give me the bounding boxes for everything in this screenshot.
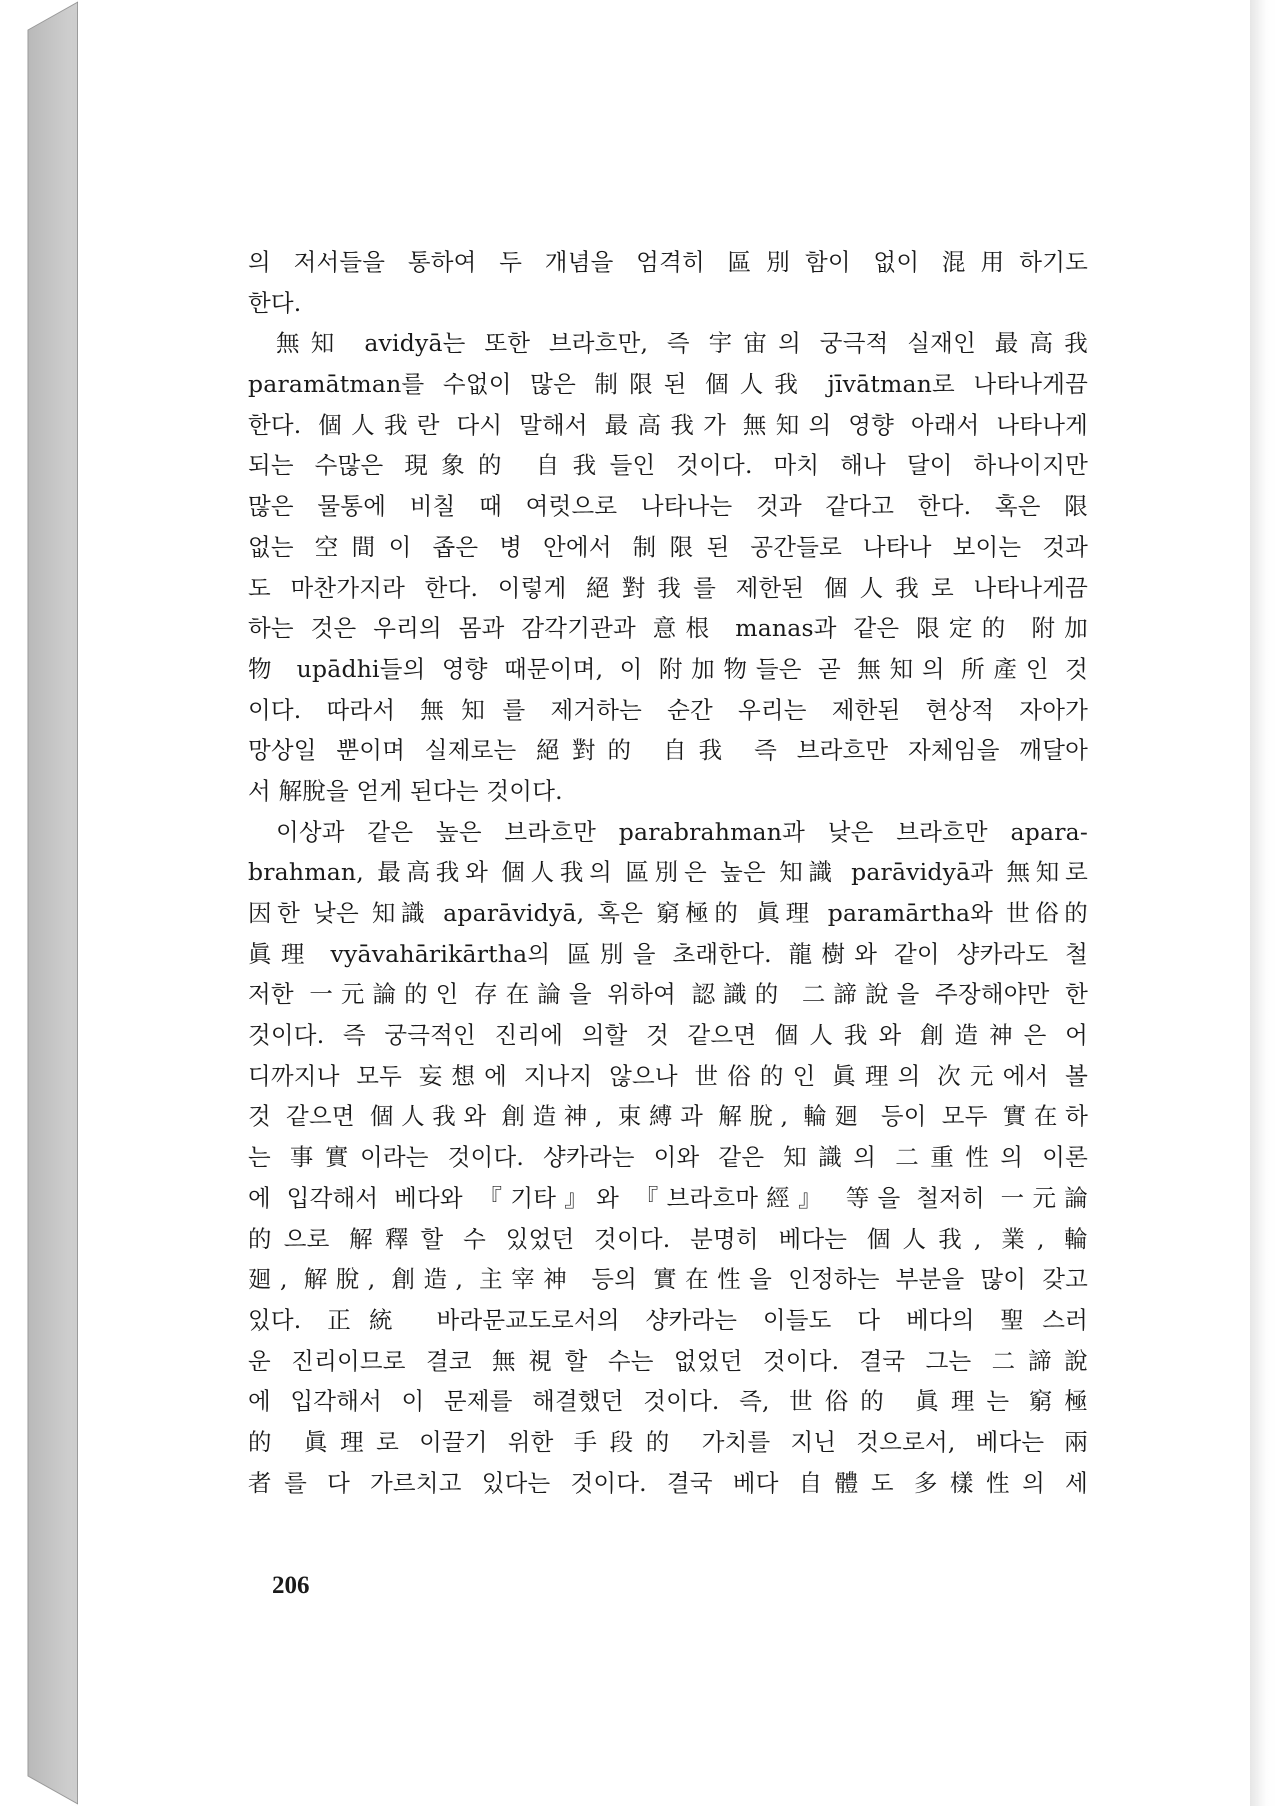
- text-line: 디까지나 모두 妄想에 지나지 않으나 世俗的인 眞理의 次元에서 볼: [248, 1061, 1088, 1090]
- text-line: 廻, 解脫, 創造, 主宰神 등의 實在性을 인정하는 부분을 많이 갖고: [248, 1265, 1088, 1294]
- text-line: 이상과 같은 높은 브라흐만 parabrahman과 낮은 브라흐만 apara-: [276, 817, 1088, 846]
- text-line: 眞理 vyāvahārikārtha의 區別을 초래한다. 龍樹와 같이 샹카라도 철: [248, 939, 1088, 968]
- text-line: 에 입각해서 베다와 『기타』와 『브라흐마經』 等을 철저히 一元論: [248, 1183, 1088, 1212]
- page-edge: [1250, 0, 1277, 1806]
- text-line: 因한 낮은 知識 aparāvidyā, 혹은 窮極的 眞理 paramārtha와 世俗的: [248, 899, 1088, 927]
- text-line: 것 같으면 個人我와 創造神, 束縛과 解脫, 輪廻 등이 모두 實在하: [248, 1102, 1088, 1131]
- text-line: 하는 것은 우리의 몸과 감각기관과 意根 manas과 같은 限定的 附加: [248, 614, 1088, 643]
- text-line: 것이다. 즉 궁극적인 진리에 의할 것 같으면 個人我와 創造神은 어: [248, 1021, 1088, 1050]
- text-line: 의 저서들을 통하여 두 개념을 엄격히 區別함이 없이 混用하기도: [248, 248, 1088, 276]
- text-line: 망상일 뿐이며 실제로는 絕對的 自我 즉 브라흐만 자체임을 깨달아: [248, 736, 1088, 765]
- text-line: 도 마찬가지라 한다. 이렇게 絕對我를 제한된 個人我로 나타나게끔: [248, 573, 1088, 602]
- text-line: paramātman를 수없이 많은 制限된 個人我 jīvātman로 나타나게끔: [248, 370, 1088, 399]
- text-line: 的으로 解釋할 수 있었던 것이다. 분명히 베다는 個人我, 業, 輪: [248, 1224, 1088, 1253]
- text-line: 한다.: [248, 288, 302, 317]
- text-line: 운 진리이므로 결코 無視할 수는 없었던 것이다. 결국 그는 二諦說: [248, 1346, 1088, 1375]
- page-number: 206: [272, 1572, 310, 1599]
- text-line: 되는 수많은 現象的 自我들인 것이다. 마치 해나 달이 하나이지만: [248, 451, 1088, 480]
- text-line: 한다. 個人我란 다시 말해서 最高我가 無知의 영향 아래서 나타나게: [248, 410, 1088, 439]
- text-line: 物 upādhi들의 영향 때문이며, 이 附加物들은 곧 無知의 所產인 것: [248, 654, 1088, 683]
- body-text: [248, 242, 1088, 1503]
- text-line: 에 입각해서 이 문제를 해결했던 것이다. 즉, 世俗的 眞理는 窮極: [248, 1387, 1088, 1416]
- text-line: 많은 물통에 비칠 때 여럿으로 나타나는 것과 같다고 한다. 혹은 限: [248, 492, 1088, 521]
- text-line: brahman, 最高我와 個人我의 區別은 높은 知識 parāvidyā과 無知로: [248, 858, 1088, 887]
- text-line: 있다. 正統 바라문교도로서의 샹카라는 이들도 다 베다의 聖스러: [248, 1305, 1088, 1334]
- text-line: 없는 空間이 좁은 병 안에서 制限된 공간들로 나타나 보이는 것과: [248, 532, 1088, 561]
- text-line: 는 事實이라는 것이다. 샹카라는 이와 같은 知識의 二重性의 이론: [248, 1143, 1088, 1172]
- text-line: 的 眞理로 이끌기 위한 手段的 가치를 지닌 것으로서, 베다는 兩: [248, 1427, 1088, 1456]
- text-line: 저한 一元論的인 存在論을 위하여 認識的 二諦說을 주장해야만 한: [248, 980, 1088, 1009]
- text-line: 서 解脫을 얻게 된다는 것이다.: [248, 776, 563, 805]
- text-line: 이다. 따라서 無知를 제거하는 순간 우리는 제한된 현상적 자아가: [248, 695, 1088, 724]
- text-line: 者를 다 가르치고 있다는 것이다. 결국 베다 自體도 多樣性의 세: [248, 1468, 1088, 1497]
- text-line: 無知 avidyā는 또한 브라흐만, 즉 宇宙의 궁극적 실재인 最高我: [276, 329, 1088, 358]
